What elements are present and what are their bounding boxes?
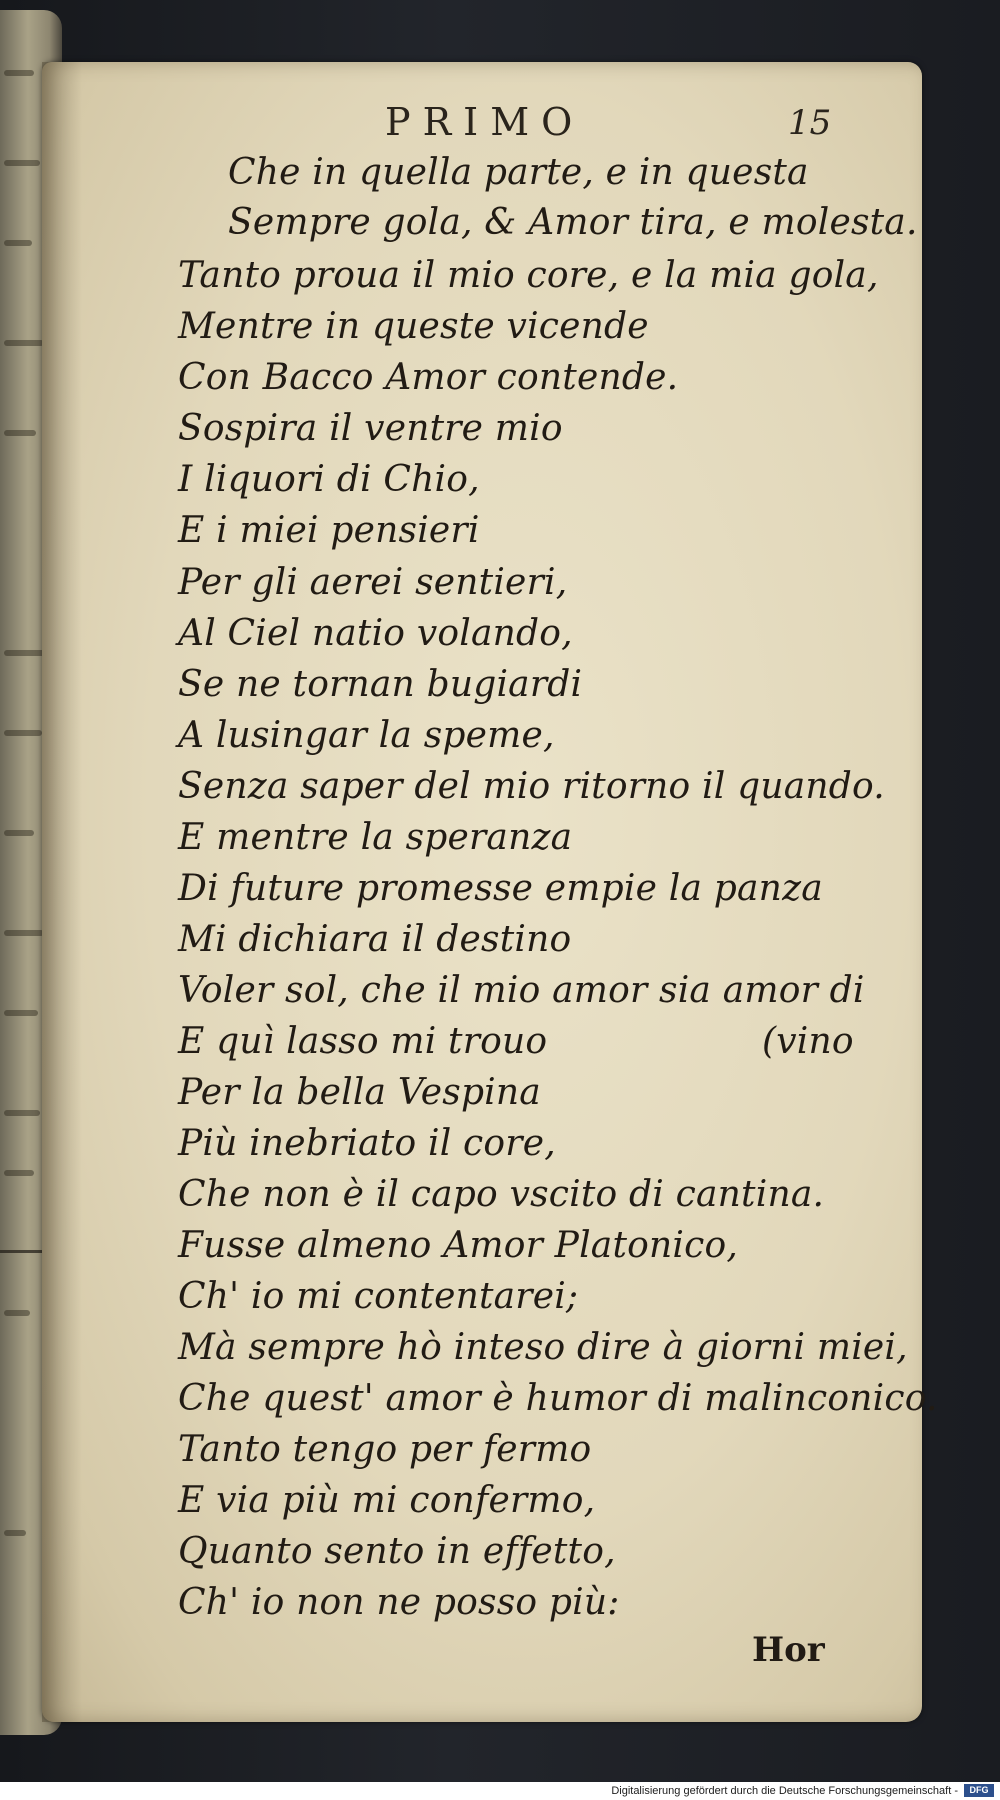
verse-line: Mà sempre hò inteso dire à giorni miei,: [178, 1327, 908, 1368]
verse-line: E i miei pensieri: [178, 510, 480, 551]
verse-line: Mentre in queste vicende: [178, 306, 649, 347]
verse-line: Con Bacco Amor contende.: [178, 357, 679, 398]
credit-text: Digitalisierung gefördert durch die Deutsche Forschungsgemeinschaft -: [611, 1785, 958, 1797]
verse-line: E quì lasso mi trouo: [178, 1021, 548, 1062]
digitization-credit-bar: [0, 1782, 1000, 1800]
verse-line: Più inebriato il core,: [178, 1123, 556, 1164]
verse-line: Senza saper del mio ritorno il quando.: [178, 766, 885, 807]
verse-line: Mi dichiara il destino: [178, 919, 572, 960]
running-head: PRIMO: [385, 100, 585, 144]
verse-line: Tanto proua il mio core, e la mia gola,: [178, 255, 879, 296]
verse-line: E via più mi confermo,: [178, 1480, 596, 1521]
verse-line: Che non è il capo vscito di cantina.: [178, 1174, 825, 1215]
verse-line: Al Ciel natio volando,: [178, 613, 573, 654]
verse-line: I liquori di Chio,: [178, 459, 480, 500]
verse-line: Che in quella parte, e in questa: [228, 152, 809, 193]
page-number: 15: [788, 103, 832, 143]
verse-line: Per la bella Vespina: [178, 1072, 541, 1113]
verse-line: Se ne tornan bugiardi: [178, 664, 583, 705]
verse-line: E mentre la speranza: [178, 817, 573, 858]
verse-line: Sospira il ventre mio: [178, 408, 563, 449]
verse-line: Che quest' amor è humor di malinconico.: [178, 1378, 938, 1419]
verse-line: Tanto tengo per fermo: [178, 1429, 592, 1470]
verse-line: Fusse almeno Amor Platonico,: [178, 1225, 738, 1266]
verse-line: Ch' io mi contentarei;: [178, 1276, 579, 1317]
verse-line: Ch' io non ne posso più:: [178, 1582, 620, 1623]
verse-line: Sempre gola, & Amor tira, e molesta.: [228, 202, 918, 243]
verse-turnover: (vino: [762, 1021, 854, 1062]
catchword: Hor: [752, 1630, 825, 1670]
verse-line: Per gli aerei sentieri,: [178, 562, 568, 603]
verse-line: Di future promesse empie la panza: [178, 868, 823, 909]
verse-line: Quanto sento in effetto,: [178, 1531, 616, 1572]
verse-line: Voler sol, che il mio amor sia amor di: [178, 970, 865, 1011]
verse-line: A lusingar la speme,: [178, 715, 555, 756]
dfg-logo[interactable]: DFG: [964, 1784, 994, 1797]
